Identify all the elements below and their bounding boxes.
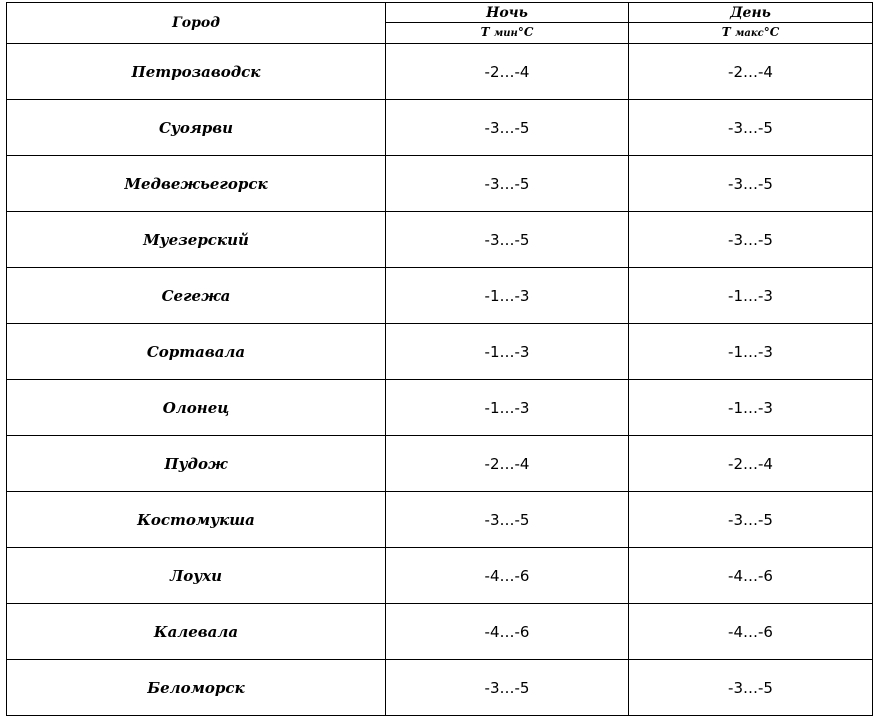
day-temp-cell: -1…-3 <box>629 324 873 380</box>
header-row <box>7 3 873 23</box>
city-cell: Сегежа <box>7 268 386 324</box>
city-cell: Костомукша <box>7 492 386 548</box>
night-temp-cell: -4…-6 <box>386 548 629 604</box>
day-temp-cell: -4…-6 <box>629 604 873 660</box>
night-temp-cell: -1…-3 <box>386 324 629 380</box>
city-cell: Беломорск <box>7 660 386 716</box>
day-unit-prefix: Т <box>721 25 731 39</box>
night-temp-cell: -4…-6 <box>386 604 629 660</box>
city-cell: Олонец <box>7 380 386 436</box>
night-unit-prefix: Т <box>480 25 490 39</box>
table-row <box>7 268 873 324</box>
night-temp-cell: -1…-3 <box>386 380 629 436</box>
night-unit-sub: мин <box>493 28 518 39</box>
day-temp-cell: -1…-3 <box>629 380 873 436</box>
night-temp-cell: -2…-4 <box>386 436 629 492</box>
night-unit-header <box>386 23 629 44</box>
night-temp-cell: -1…-3 <box>386 268 629 324</box>
night-unit-suffix: °С <box>517 25 534 39</box>
forecast-body <box>7 44 873 716</box>
night-temp-cell: -3…-5 <box>386 156 629 212</box>
night-temp-cell: -3…-5 <box>386 100 629 156</box>
day-temp-cell: -3…-5 <box>629 212 873 268</box>
table-row <box>7 100 873 156</box>
table-row <box>7 212 873 268</box>
city-cell: Калевала <box>7 604 386 660</box>
forecast-table <box>6 2 873 716</box>
day-temp-cell: -1…-3 <box>629 268 873 324</box>
city-cell: Лоухи <box>7 548 386 604</box>
night-column-header: Ночь <box>386 3 629 23</box>
day-temp-cell: -3…-5 <box>629 660 873 716</box>
night-temp-cell: -3…-5 <box>386 212 629 268</box>
city-cell: Сортавала <box>7 324 386 380</box>
night-temp-cell: -3…-5 <box>386 492 629 548</box>
day-temp-cell: -2…-4 <box>629 436 873 492</box>
city-cell: Медвежьегорск <box>7 156 386 212</box>
city-cell: Пудож <box>7 436 386 492</box>
night-temp-cell: -2…-4 <box>386 44 629 100</box>
day-temp-cell: -2…-4 <box>629 44 873 100</box>
day-temp-cell: -3…-5 <box>629 100 873 156</box>
city-cell: Суоярви <box>7 100 386 156</box>
table-row <box>7 548 873 604</box>
day-temp-cell: -3…-5 <box>629 492 873 548</box>
table-row <box>7 324 873 380</box>
day-column-header: День <box>629 3 873 23</box>
city-cell: Муезерский <box>7 212 386 268</box>
table-row <box>7 660 873 716</box>
city-cell: Петрозаводск <box>7 44 386 100</box>
table-row <box>7 44 873 100</box>
table-row <box>7 436 873 492</box>
table-row <box>7 604 873 660</box>
table-row <box>7 492 873 548</box>
day-unit-sub: макс <box>734 28 764 39</box>
table-row <box>7 156 873 212</box>
city-column-header: Город <box>7 3 386 44</box>
day-temp-cell: -4…-6 <box>629 548 873 604</box>
day-temp-cell: -3…-5 <box>629 156 873 212</box>
night-temp-cell: -3…-5 <box>386 660 629 716</box>
day-unit-suffix: °С <box>763 25 780 39</box>
day-unit-header <box>629 23 873 44</box>
table-row <box>7 380 873 436</box>
